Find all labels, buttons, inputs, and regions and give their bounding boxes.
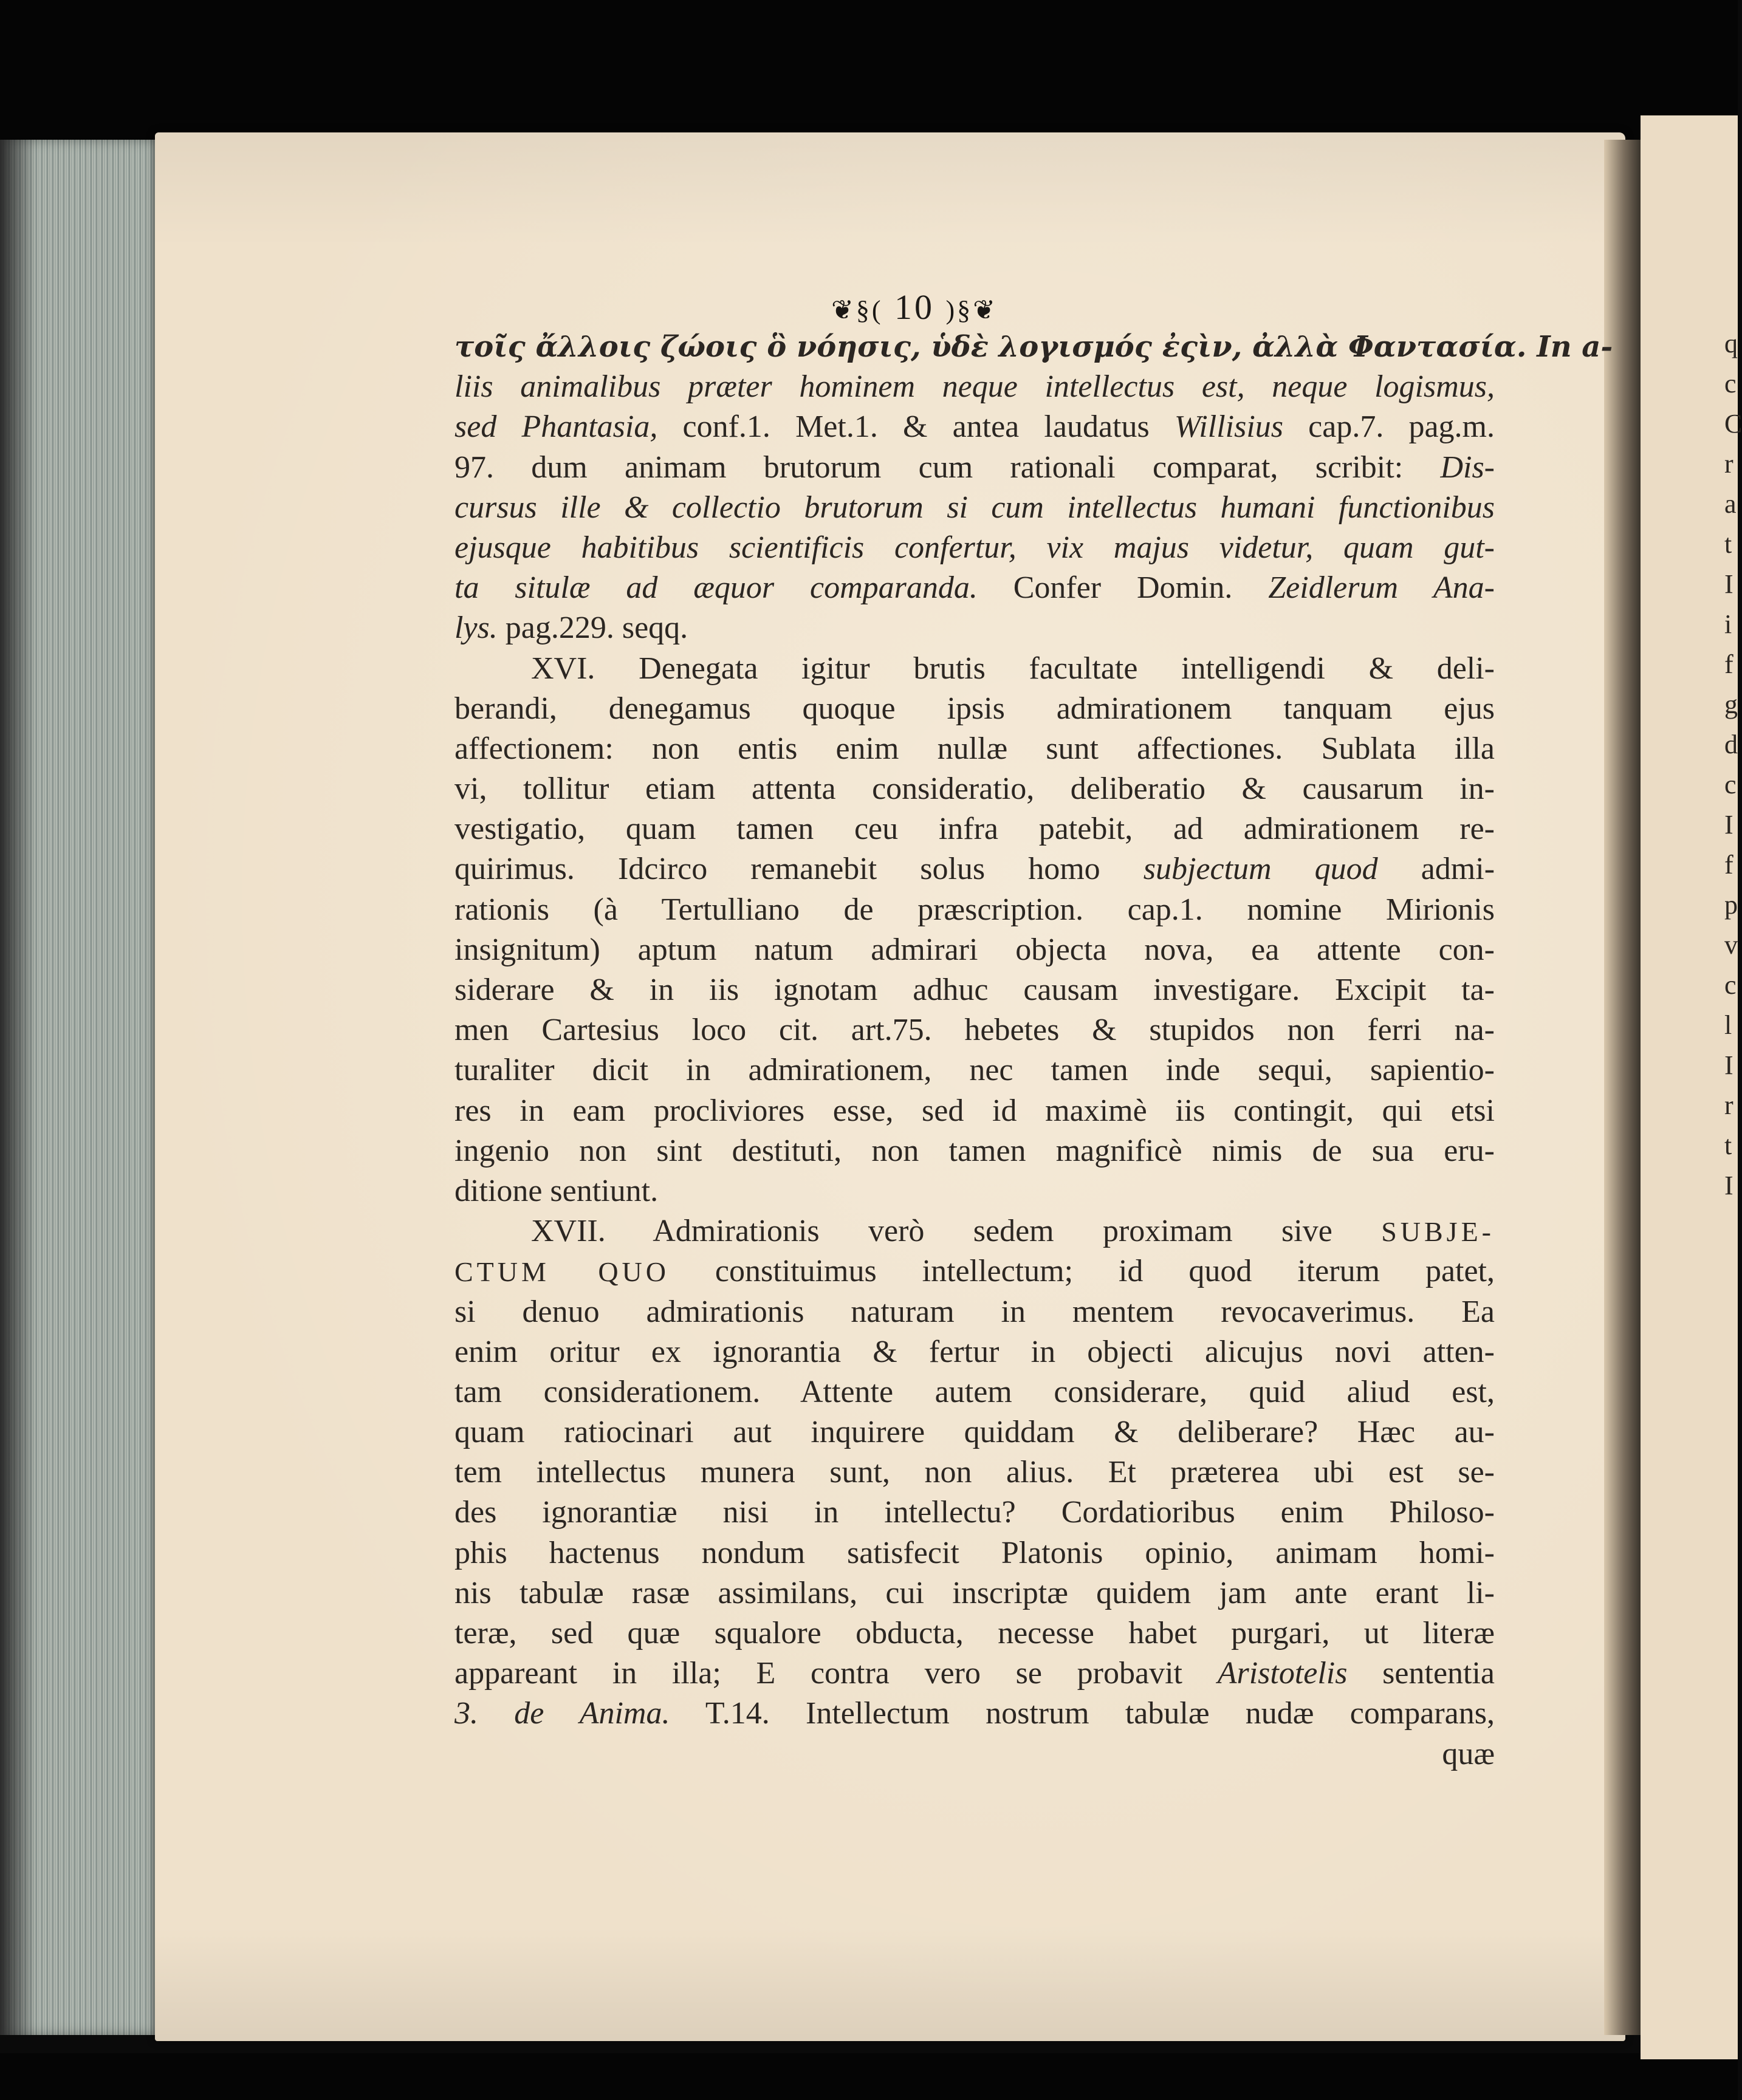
text-line	[454, 849, 1495, 889]
italic-run: sed Phantasia,	[454, 409, 658, 445]
italic-run: ejusque habitibus scientificis confertur, vix majus videtur, quam gut-	[454, 530, 1495, 565]
text-run: CTUM QUO	[454, 1256, 670, 1288]
text-run: quæ	[1442, 1736, 1495, 1771]
text-run: sententia	[1347, 1656, 1495, 1691]
text-run: si denuo admirationis naturam in mentem revocaverimus. Ea	[454, 1294, 1495, 1329]
text-run: appareant in illa; E contra vero se probavit	[454, 1656, 1218, 1691]
facing-page-letter: c	[1724, 970, 1737, 1000]
facing-page-letter: C	[1724, 409, 1742, 439]
facing-page-letter: l	[1724, 1010, 1732, 1040]
text-run: tam considerationem. Attente autem considerare, quid aliud est,	[454, 1374, 1495, 1409]
text-run: Confer Domin.	[977, 570, 1269, 606]
text-line	[454, 1412, 1495, 1452]
text-line	[454, 1131, 1495, 1171]
body-text	[454, 327, 1613, 1774]
text-line	[454, 1010, 1495, 1050]
facing-page-letter: a	[1724, 489, 1737, 519]
book-gutter	[1604, 140, 1641, 2035]
italic-run: liis animalibus præter hominem neque intellectus est, neque logismus,	[454, 369, 1495, 405]
stacked-page-edges	[0, 140, 164, 2035]
text-line	[454, 970, 1495, 1010]
text-run: pag.229. seqq.	[497, 611, 688, 646]
facing-page-strip	[1641, 115, 1738, 2059]
text-run: affectionem: non entis enim nullæ sunt affectiones. Sublata illa	[454, 731, 1495, 766]
text-run: nis tabulæ rasæ assimilans, cui inscriptæ quidem jam ante erant li-	[454, 1575, 1495, 1610]
facing-page-letter: I	[1724, 810, 1733, 840]
text-run: ditione sentiunt.	[454, 1173, 659, 1208]
text-line	[454, 1493, 1495, 1533]
text-line	[454, 1171, 1495, 1211]
facing-page-letter: r	[1724, 449, 1733, 479]
text-line	[454, 1251, 1495, 1291]
italic-run: subjectum quod	[1143, 852, 1378, 887]
facing-page-letter: d	[1724, 730, 1738, 759]
italic-run: Dis-	[1440, 450, 1495, 485]
italic-run: Willisius	[1174, 409, 1284, 445]
text-run: vi, tollitur etiam attenta consideratio, deliberatio & causarum in-	[454, 771, 1495, 807]
page-header	[831, 287, 998, 327]
text-run: insignitum) aptum natum admirari objecta nova, ea attente con-	[454, 932, 1495, 967]
text-run: turaliter dicit in admirationem, nec tamen inde sequi, sapientio-	[454, 1053, 1495, 1088]
facing-page-letter: g	[1724, 689, 1738, 719]
text-line	[454, 1372, 1495, 1412]
text-run: 97. dum animam brutorum cum rationali comparat, scribit:	[454, 450, 1441, 485]
text-line	[454, 930, 1495, 970]
italic-run: 3. de Anima.	[454, 1696, 670, 1731]
text-line	[454, 1292, 1495, 1332]
text-line	[454, 488, 1495, 528]
text-run: rationis (à Tertulliano de præscription. cap.1. nomine Mirionis	[454, 892, 1495, 927]
right-ornament: )§❦	[945, 295, 998, 325]
text-run: phis hactenus nondum satisfecit Platonis opinio, animam homi-	[454, 1535, 1495, 1570]
text-run: siderare & in iis ignotam adhuc causam investigare. Excipit ta-	[454, 973, 1495, 1007]
text-run: τοῖς ἄλλοις ζώοις ὃ νόησις, ὑδὲ λογισμός ἐςὶν, ἀλλὰ Φαντασία.	[454, 330, 1537, 364]
text-line	[454, 568, 1495, 608]
facing-page-letter: p	[1724, 890, 1738, 920]
text-line	[454, 608, 1495, 648]
text-run: T.14. Intellectum nostrum tabulæ nudæ comparans,	[670, 1696, 1495, 1731]
text-run: cap.7. pag.m.	[1283, 409, 1495, 445]
text-run: enim oritur ex ignorantia & fertur in objecti alicujus novi atten-	[454, 1334, 1495, 1369]
page-number: 10	[894, 287, 935, 327]
facing-page-letter: I	[1724, 569, 1733, 599]
text-line	[454, 407, 1495, 447]
scanner-background-bottom	[0, 2053, 1738, 2100]
text-line	[454, 689, 1495, 729]
facing-page-letter: t	[1724, 1130, 1732, 1160]
facing-page-letter: c	[1724, 770, 1737, 799]
facing-page-letter: i	[1724, 609, 1732, 639]
text-run: constituimus intellectum; id quod iterum patet,	[670, 1254, 1495, 1289]
text-line	[454, 649, 1495, 689]
scanner-background-top	[0, 0, 1738, 140]
facing-page-letter: I	[1724, 1171, 1733, 1200]
text-line	[454, 1211, 1495, 1251]
text-line	[454, 1613, 1495, 1654]
italic-run: cursus ille & collectio brutorum si cum intellectus humani functionibus	[454, 490, 1495, 525]
text-run: des ignorantiæ nisi in intellectu? Cordatioribus enim Philoso-	[454, 1495, 1495, 1530]
text-run: men Cartesius loco cit. art.75. hebetes & stupidos non ferri na-	[454, 1013, 1495, 1048]
facing-page-letter: r	[1724, 1090, 1733, 1120]
text-run: ingenio non sint destituti, non tamen magnificè nimis de sua eru-	[454, 1133, 1495, 1168]
text-line	[454, 729, 1495, 769]
text-line	[454, 1573, 1495, 1613]
text-run: quirimus. Idcirco remanebit solus homo	[454, 852, 1144, 887]
italic-run: Aristotelis	[1217, 1656, 1348, 1691]
facing-page-letter: f	[1724, 649, 1733, 679]
italic-run: lys.	[454, 611, 498, 646]
text-line	[454, 528, 1495, 568]
italic-run: In a-	[1537, 330, 1613, 364]
facing-page-letter: f	[1724, 850, 1733, 880]
text-run: XVI. Denegata igitur brutis facultate intelligendi & deli-	[531, 651, 1495, 686]
facing-page-letter: q	[1724, 329, 1738, 358]
left-ornament: ❦§(	[831, 295, 883, 325]
text-run: teræ, sed quæ squalore obducta, necesse habet purgari, ut literæ	[454, 1616, 1495, 1650]
text-run: res in eam procliviores esse, sed id maximè iis contingit, qui etsi	[454, 1093, 1495, 1128]
text-run: SUBJE-	[1381, 1216, 1495, 1248]
text-line	[454, 448, 1495, 488]
text-line	[454, 809, 1495, 849]
text-line	[454, 1734, 1495, 1774]
text-run: vestigatio, quam tamen ceu infra patebit, ad admirationem re-	[454, 812, 1495, 847]
text-line	[454, 1050, 1495, 1090]
text-run: XVII. Admirationis verò sedem proximam sive	[531, 1214, 1382, 1249]
text-run: admi-	[1377, 852, 1495, 887]
text-line	[454, 890, 1495, 930]
text-run: quam ratiocinari aut inquirere quiddam & deliberare? Hæc au-	[454, 1415, 1495, 1450]
italic-run: ta situlæ ad æquor comparanda.	[454, 570, 978, 606]
text-line	[454, 1694, 1495, 1734]
facing-page-letter: t	[1724, 529, 1732, 559]
text-line	[454, 1533, 1495, 1573]
text-line	[454, 1452, 1495, 1493]
text-line	[454, 769, 1495, 809]
facing-page-letter: v	[1724, 930, 1738, 960]
text-line	[454, 1091, 1495, 1131]
facing-page-letter: I	[1724, 1050, 1733, 1080]
text-run: berandi, denegamus quoque ipsis admirationem tanquam ejus	[454, 691, 1495, 726]
text-line	[454, 1332, 1495, 1372]
text-line	[454, 1654, 1495, 1694]
facing-page-letter: c	[1724, 369, 1737, 398]
italic-run: Zeidlerum Ana-	[1268, 570, 1495, 606]
text-line	[454, 327, 1613, 367]
text-run: conf.1. Met.1. & antea laudatus	[657, 409, 1174, 445]
text-line	[454, 367, 1495, 407]
text-run: tem intellectus munera sunt, non alius. Et præterea ubi est se-	[454, 1455, 1495, 1490]
